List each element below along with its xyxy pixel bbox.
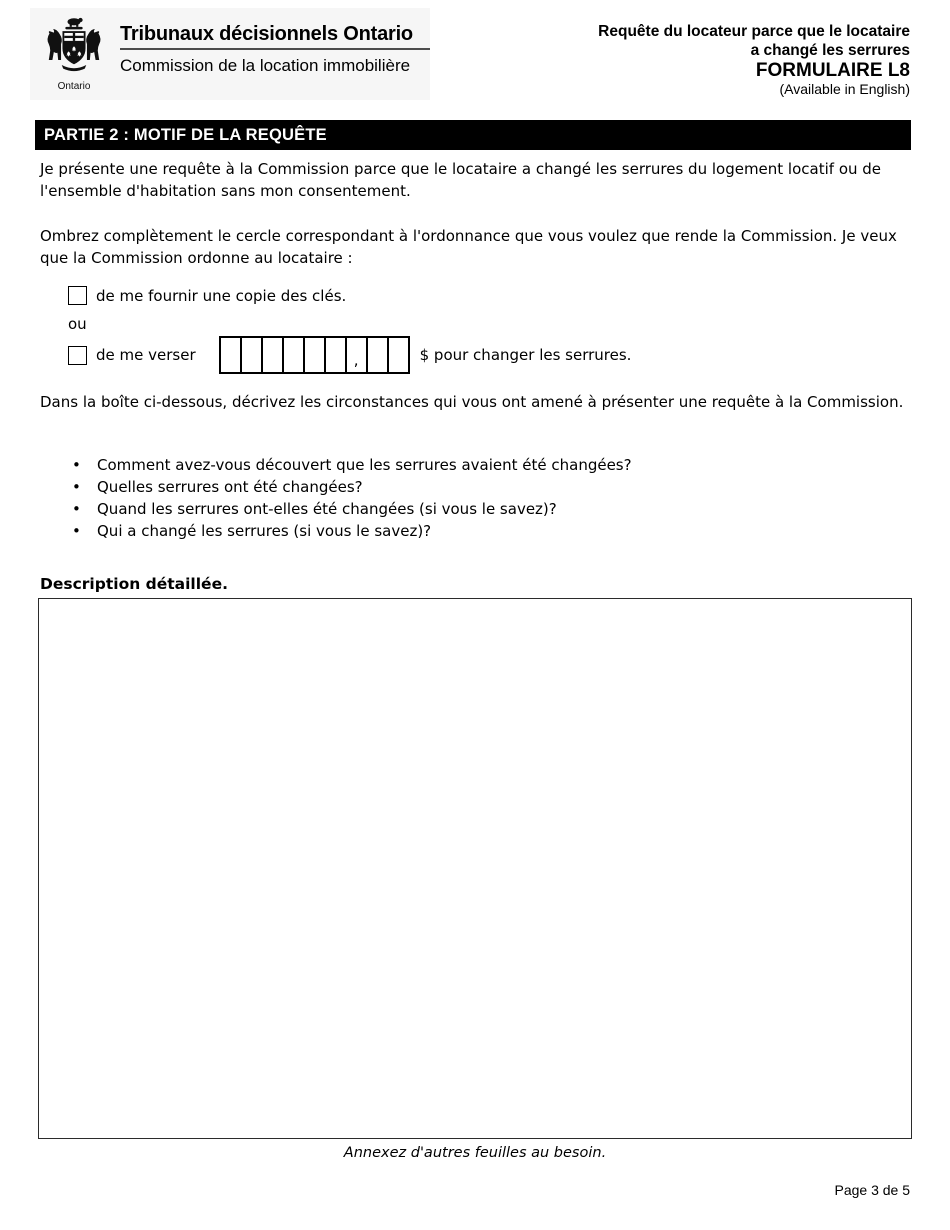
description-textarea[interactable] <box>38 598 912 1139</box>
question-bullet-list <box>72 454 872 542</box>
form-header-right <box>598 22 910 97</box>
amount-digit-cell-4[interactable] <box>284 338 305 372</box>
attach-sheets-note: Annexez d'autres feuilles au besoin. <box>343 1145 607 1161</box>
form-number: FORMULAIRE L8 <box>755 60 910 81</box>
amount-digit-cell-6[interactable] <box>326 338 347 372</box>
option-keys-label: de me fournir une copie des clés. <box>96 286 347 305</box>
section-header-bar <box>35 120 911 150</box>
coat-of-arms-icon <box>38 12 110 82</box>
option-pay-checkbox[interactable] <box>68 346 87 365</box>
amount-digit-cell-2[interactable] <box>242 338 263 372</box>
amount-digit-cell-1[interactable] <box>221 338 242 372</box>
description-label: Description détaillée. <box>40 575 228 593</box>
decimal-comma: , <box>353 351 359 369</box>
amount-cent-cell-1[interactable] <box>368 338 389 372</box>
amount-input-boxes[interactable] <box>219 336 410 374</box>
bullet-item-4: • Qui a changé les serrures (si vous le savez)? <box>72 520 872 542</box>
bullet-item-1: • Comment avez-vous découvert que les serrures avaient été changées? <box>72 454 872 476</box>
form-title-line2: a changé les serrures <box>750 42 910 59</box>
availability-note: (Available in English) <box>779 81 910 97</box>
form-title-line1: Requête du locateur parce que le locataire <box>598 23 910 40</box>
amount-digit-cell-3[interactable] <box>263 338 284 372</box>
org-title: Tribunaux décisionnels Ontario <box>120 23 413 45</box>
section-title: PARTIE 2 : MOTIF DE LA REQUÊTE <box>44 125 327 144</box>
amount-decimal-separator-cell <box>347 338 368 372</box>
option-keys-checkbox[interactable] <box>68 286 87 305</box>
page-indicator: Page 3 de 5 <box>834 1182 910 1198</box>
logo-label: Ontario <box>57 81 91 92</box>
ontario-coat-of-arms-logo <box>36 12 112 92</box>
bullet-item-2: • Quelles serrures ont été changées? <box>72 476 872 498</box>
org-title-underline <box>120 48 430 50</box>
option-pay-suffix: $ pour changer les serrures. <box>419 346 632 364</box>
or-label: ou <box>68 315 87 333</box>
describe-paragraph: Dans la boîte ci-dessous, décrivez les circonstances qui vous ont amené à présenter une requête à la Commission. <box>40 393 904 411</box>
bullet-item-3: • Quand les serrures ont-elles été changées (si vous le savez)? <box>72 498 872 520</box>
option-pay-prefix: de me verser <box>96 346 196 364</box>
amount-cent-cell-2[interactable] <box>389 338 408 372</box>
intro-paragraph: Je présente une requête à la Commission parce que le locataire a changé les serrures du logement locatif ou de l'ensemble d'habitation sans mon consentement. <box>40 160 882 200</box>
option-pay-row <box>68 336 631 374</box>
option-keys-row <box>68 286 346 305</box>
org-subtitle: Commission de la location immobilière <box>120 56 411 75</box>
amount-digit-cell-5[interactable] <box>305 338 326 372</box>
instruction-paragraph: Ombrez complètement le cercle correspondant à l'ordonnance que vous voulez que rende la Commission. Je veux que la Commission ordonne au locataire : <box>40 227 897 267</box>
